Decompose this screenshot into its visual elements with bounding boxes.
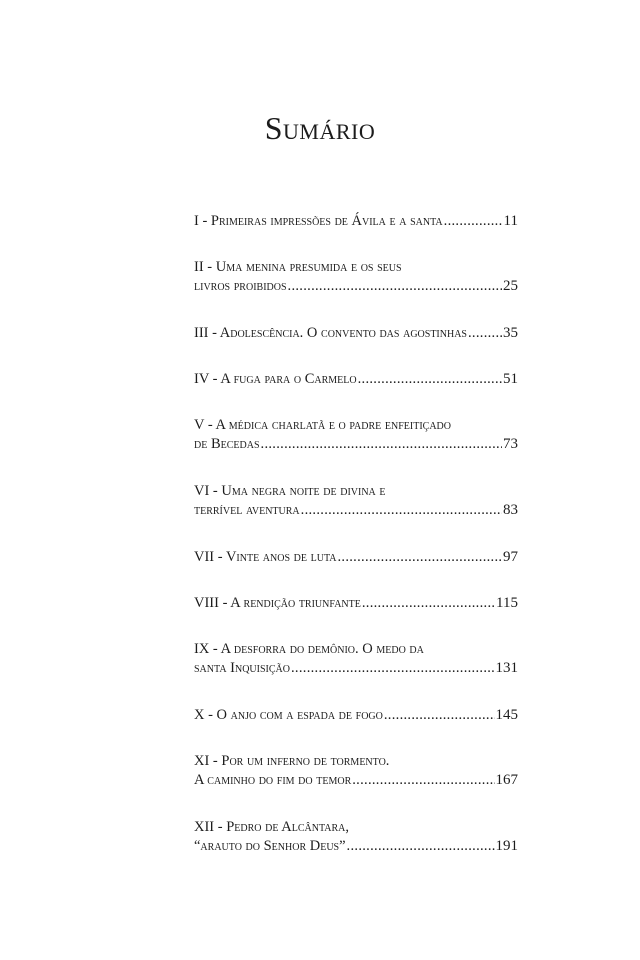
toc-line bbox=[194, 594, 518, 613]
toc-entry-text: A caminho do fim do temor bbox=[194, 772, 352, 788]
toc-line bbox=[194, 501, 518, 520]
toc-line bbox=[194, 416, 518, 435]
toc-page-number: 115 bbox=[496, 595, 518, 611]
toc-entry-text: X - O anjo com a espada de fogo bbox=[194, 707, 383, 723]
page-title: Sumário bbox=[264, 110, 376, 146]
table-of-contents bbox=[194, 212, 518, 864]
toc-entry-1[interactable] bbox=[194, 212, 518, 258]
toc-line bbox=[194, 277, 518, 296]
toc-line bbox=[194, 324, 518, 343]
toc-page-number: 167 bbox=[495, 772, 518, 788]
toc-entry-8[interactable] bbox=[194, 594, 518, 640]
dot-leader bbox=[291, 659, 495, 678]
toc-entry-text: IX - A desforra do demônio. O medo da bbox=[194, 641, 424, 657]
toc-entry-text: XII - Pedro de Alcântara, bbox=[194, 819, 350, 835]
toc-entry-text: V - A médica charlatã e o padre enfeitiçado bbox=[194, 417, 451, 433]
toc-line bbox=[194, 212, 518, 231]
toc-entry-text: III - Adolescência. O convento das agostinhas bbox=[194, 325, 467, 341]
dot-leader bbox=[362, 594, 495, 613]
toc-entry-text: “arauto do Senhor Deus” bbox=[194, 838, 346, 854]
toc-entry-5[interactable] bbox=[194, 416, 518, 482]
dot-leader bbox=[347, 837, 495, 856]
toc-line bbox=[194, 370, 518, 389]
toc-page-number: 35 bbox=[503, 325, 518, 341]
toc-line bbox=[194, 706, 518, 725]
toc-line bbox=[194, 258, 518, 277]
toc-page-number: 97 bbox=[503, 549, 518, 565]
toc-page-number: 11 bbox=[503, 213, 518, 229]
toc-entry-text: terrível aventura bbox=[194, 502, 300, 518]
toc-entry-6[interactable] bbox=[194, 482, 518, 548]
dot-leader bbox=[468, 324, 502, 343]
dot-leader bbox=[384, 706, 495, 725]
toc-entry-10[interactable] bbox=[194, 706, 518, 752]
toc-entry-7[interactable] bbox=[194, 548, 518, 594]
toc-page-number: 51 bbox=[503, 371, 518, 387]
dot-leader bbox=[444, 212, 503, 231]
toc-page-number: 83 bbox=[503, 502, 518, 518]
dot-leader bbox=[352, 771, 494, 790]
toc-page-number: 25 bbox=[503, 278, 518, 294]
toc-entry-text: II - Uma menina presumida e os seus bbox=[194, 259, 402, 275]
dot-leader bbox=[358, 370, 502, 389]
toc-page-number: 145 bbox=[495, 707, 518, 723]
dot-leader bbox=[301, 501, 502, 520]
toc-line bbox=[194, 818, 518, 837]
toc-entry-text: de Becedas bbox=[194, 436, 260, 452]
toc-page-number: 73 bbox=[503, 436, 518, 452]
toc-line bbox=[194, 837, 518, 856]
toc-entry-2[interactable] bbox=[194, 258, 518, 324]
toc-entry-11[interactable] bbox=[194, 752, 518, 818]
dot-leader bbox=[337, 548, 502, 567]
toc-entry-9[interactable] bbox=[194, 640, 518, 706]
toc-page-number: 191 bbox=[495, 838, 518, 854]
toc-entry-text: VII - Vinte anos de luta bbox=[194, 549, 337, 565]
toc-line bbox=[194, 752, 518, 771]
toc-page-number: 131 bbox=[495, 660, 518, 676]
toc-entry-4[interactable] bbox=[194, 370, 518, 416]
dot-leader bbox=[288, 277, 502, 296]
toc-entry-text: livros proibidos bbox=[194, 278, 287, 294]
toc-line bbox=[194, 482, 518, 501]
toc-line bbox=[194, 640, 518, 659]
toc-entry-12[interactable] bbox=[194, 818, 518, 864]
toc-line bbox=[194, 771, 518, 790]
toc-line bbox=[194, 548, 518, 567]
toc-entry-text: IV - A fuga para o Carmelo bbox=[194, 371, 357, 387]
toc-entry-text: I - Primeiras impressões de Ávila e a santa bbox=[194, 213, 443, 229]
toc-entry-text: XI - Por um inferno de tormento. bbox=[194, 753, 390, 769]
toc-line bbox=[194, 435, 518, 454]
dot-leader bbox=[261, 435, 502, 454]
toc-line bbox=[194, 659, 518, 678]
toc-entry-text: VIII - A rendição triunfante bbox=[194, 595, 361, 611]
toc-entry-3[interactable] bbox=[194, 324, 518, 370]
toc-entry-text: santa Inquisição bbox=[194, 660, 290, 676]
toc-entry-text: VI - Uma negra noite de divina e bbox=[194, 483, 386, 499]
